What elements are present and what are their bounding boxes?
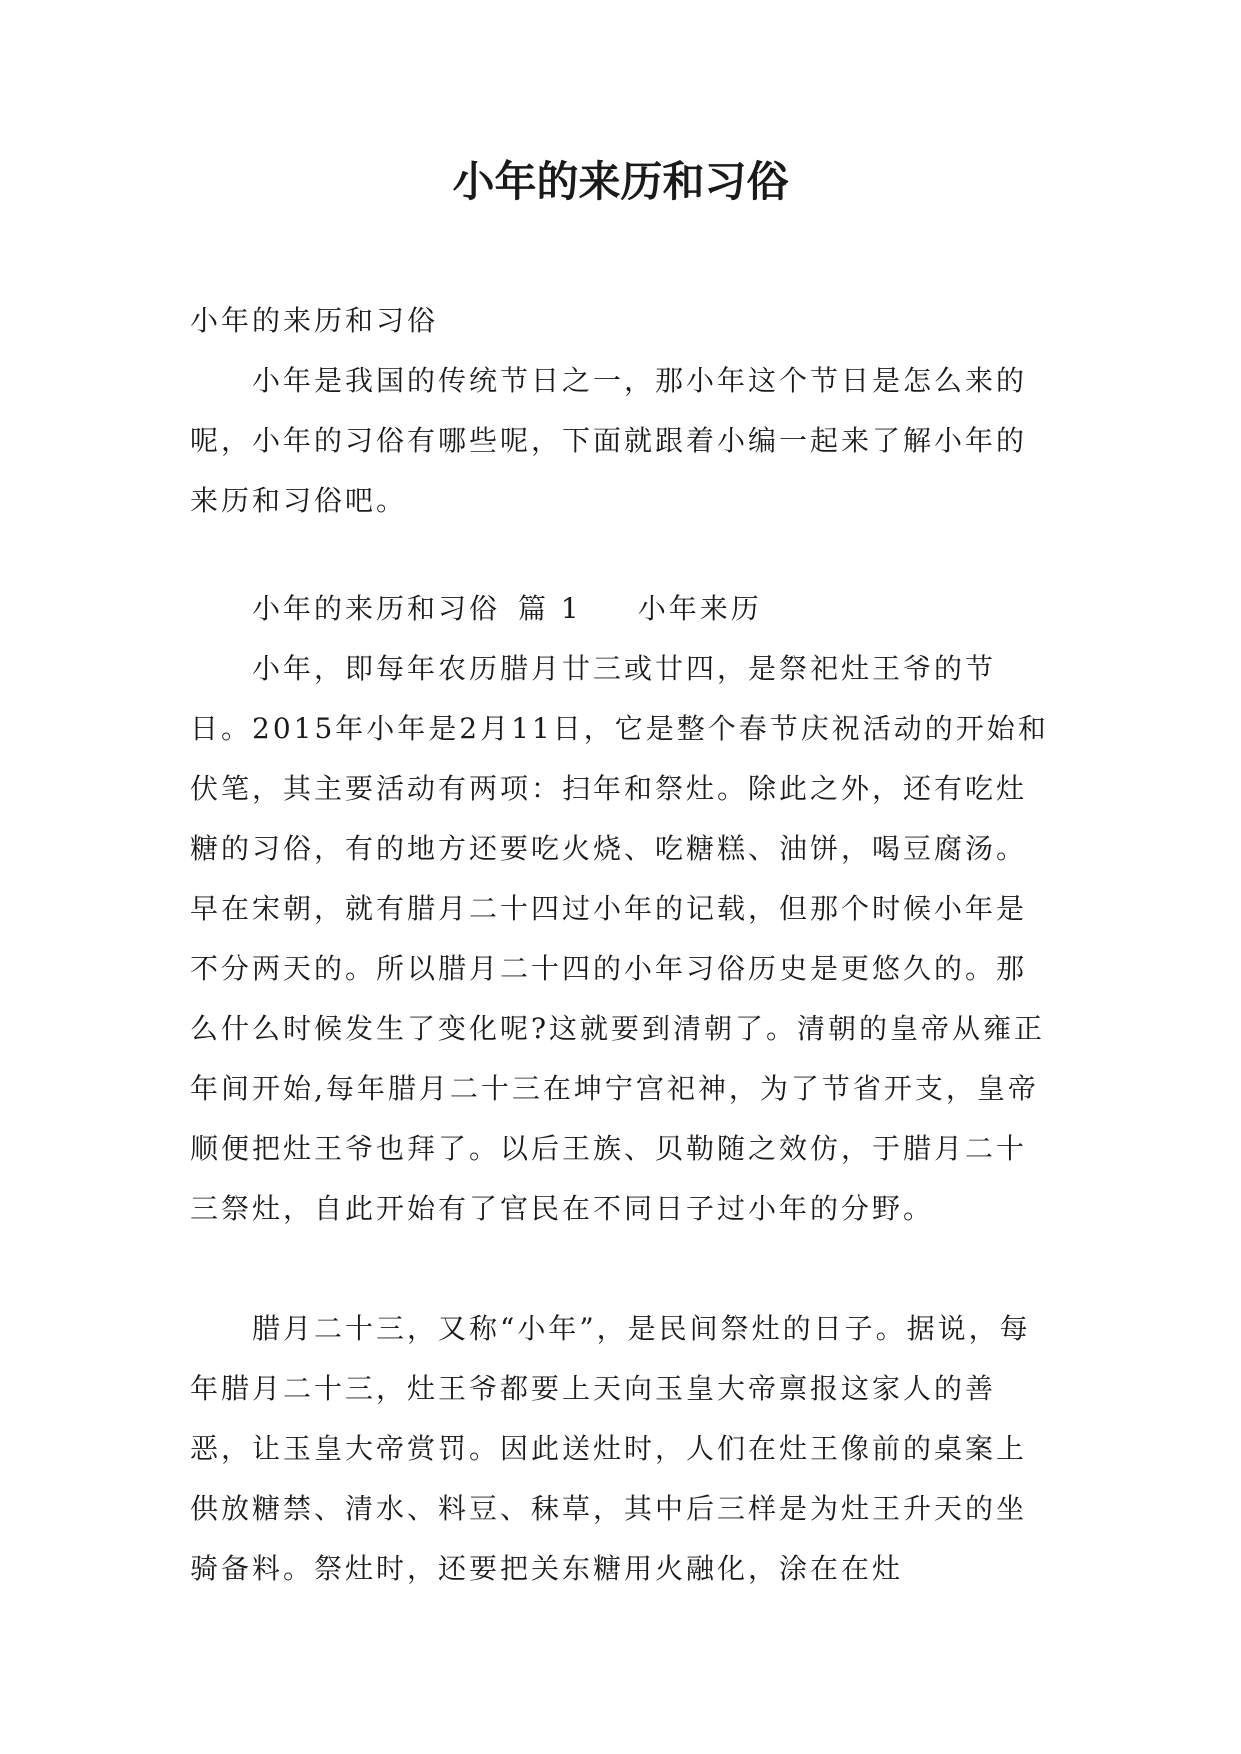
body-paragraph: 小年，即每年农历腊月廿三或廿四，是祭祀灶王爷的节日。2015年小年是2月11日，它是整个春节庆祝活动的开始和伏笔，其主要活动有两项：扫年和祭灶。除此之外，还有吃灶糖的习俗，有的地方还要吃火烧、吃糖糕、油饼，喝豆腐汤。早在宋朝，就有腊月二十四过小年的记载，但那个时候小年是不分两天的。所以腊月二十四的小年习俗历史是更悠久的。那么什么时候发生了变化呢?这就要到清朝了。清朝的皇帝从雍正年间开始,每年腊月二十三在坤宁宫祀神，为了节省开支，皇帝顺便把灶王爷也拜了。以后王族、贝勒随之效仿，于腊月二十三祭灶，自此开始有了官民在不同日子过小年的分野。 — [190, 652, 1049, 1225]
document-subtitle: 小年的来历和习俗 — [190, 304, 439, 337]
body-paragraph: 腊月二十三，又称“小年”，是民间祭灶的日子。据说，每年腊月二十三，灶王爷都要上天向玉皇大帝禀报这家人的善恶，让玉皇大帝赏罚。因此送灶时，人们在灶王像前的桌案上供放糖禁、清水、料豆、秣草，其中后三样是为灶王升天的坐骑备料。祭灶时，还要把关东糖用火融化，涂在在灶 — [190, 1312, 1031, 1585]
section-topic: 小年来历 — [637, 592, 762, 625]
document-title: 小年的来历和习俗 — [452, 157, 789, 206]
section-number: 篇 1 — [518, 592, 582, 625]
section-heading — [252, 579, 762, 639]
section-heading-title: 小年的来历和习俗 — [252, 592, 501, 625]
intro-paragraph: 小年是我国的传统节日之一，那小年这个节日是怎么来的呢，小年的习俗有哪些呢，下面就跟着小编一起来了解小年的来历和习俗吧。 — [190, 364, 1028, 517]
